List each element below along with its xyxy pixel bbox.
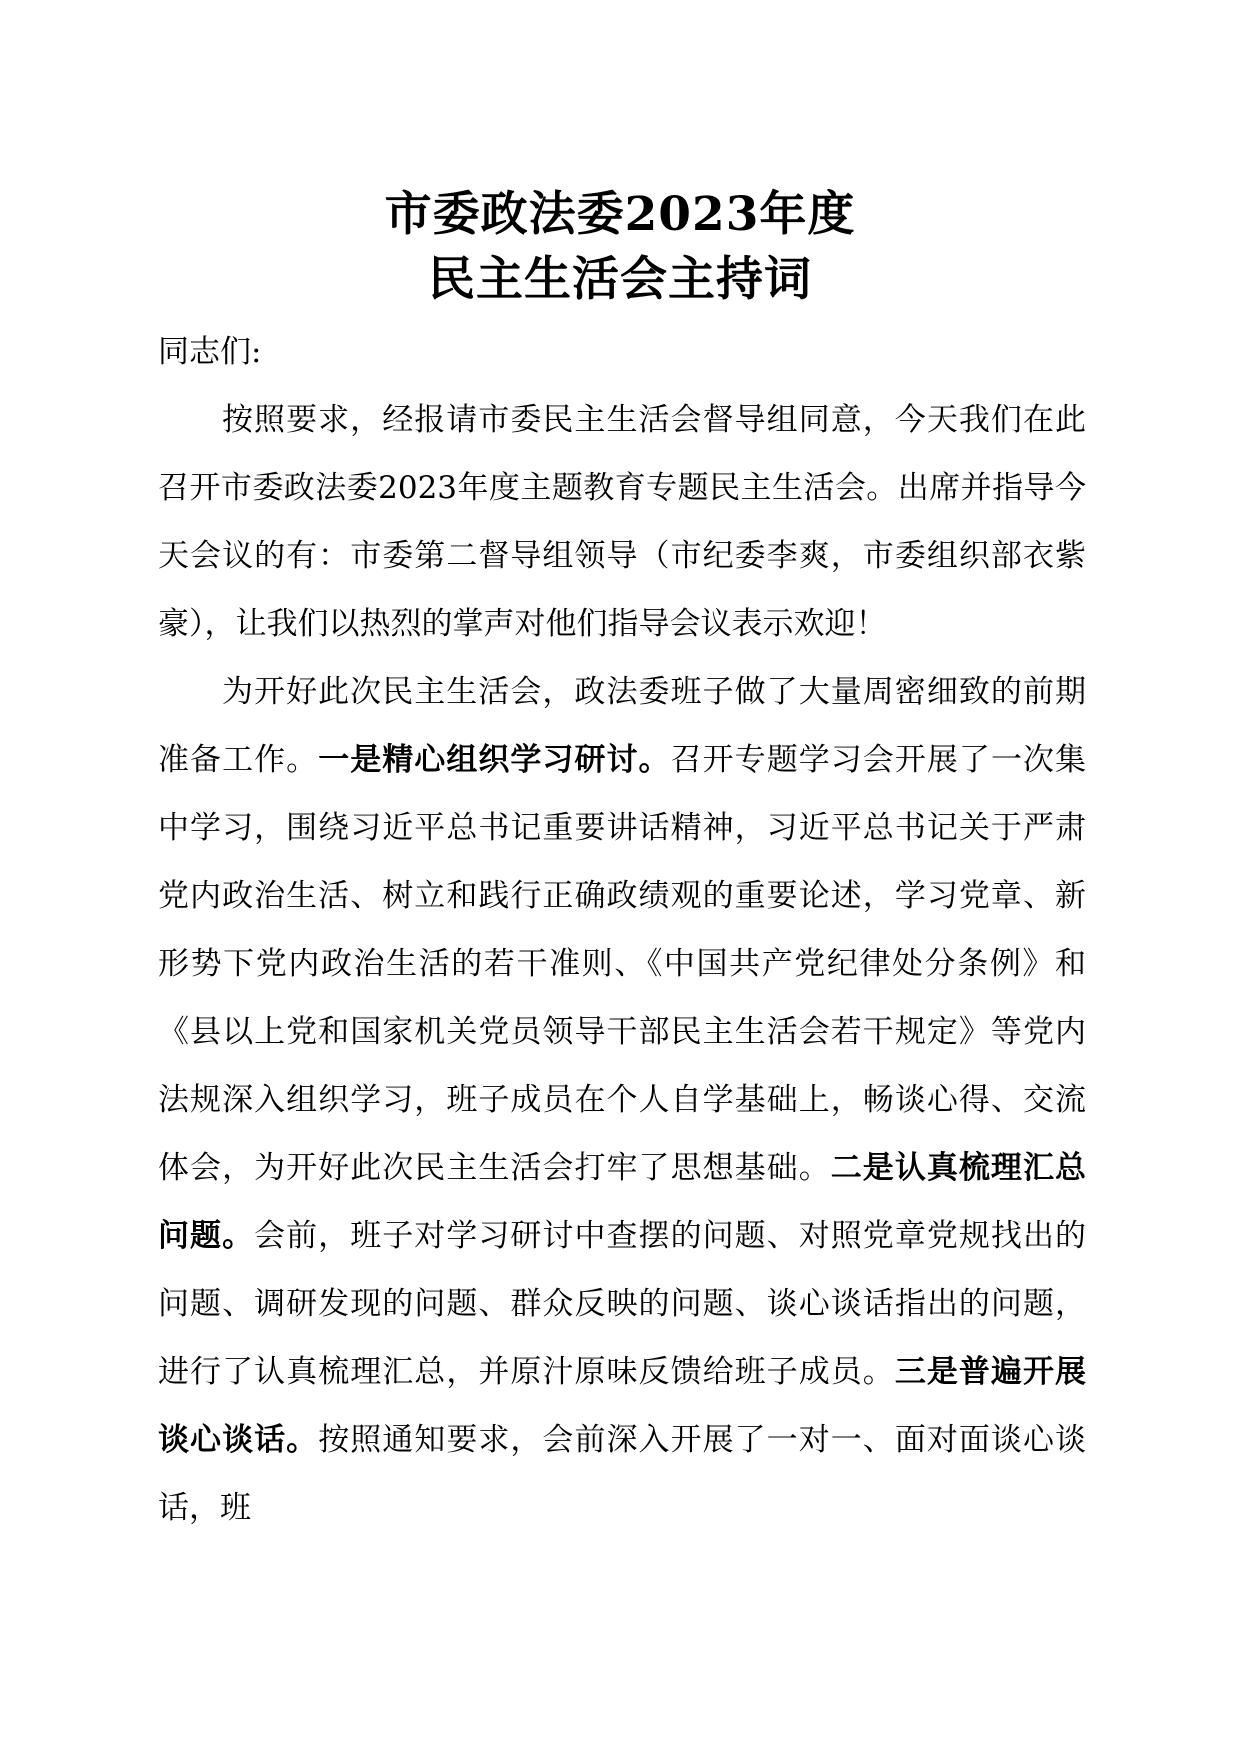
point-1-text: 召开专题学习会开展了一次集中学习，围绕习近平总书记重要讲话精神，习近平总书记关于严肃党内政治生活、树立和践行正确政绩观的重要论述，学习党章、新形势下党内政治生活的若干准则、《中国共产党纪律处分条例》和《县以上党和国家机关党员领导干部民主生活会若干规定》等党内法规深入组织学习，班子成员在个人自学基础上，畅谈心得、交流体会，为开好此次民主生活会打牢了思想基础。 xyxy=(158,742,1087,1186)
paragraph-welcome: 按照要求，经报请市委民主生活会督导组同意，今天我们在此召开市委政法委2023年度主题教育专题民主生活会。出席并指导今天会议的有：市委第二督导组领导（市纪委李爽，市委组织部衣紫豪），让我们以热烈的掌声对他们指导会议表示欢迎！ xyxy=(158,402,1086,642)
point-1-heading: 一是精心组织学习研讨。 xyxy=(318,742,671,778)
point-2-text: 会前，班子对学习研讨中查摆的问题、对照党章党规找出的问题、调研发现的问题、群众反映的问题、谈心谈话指出的问题，进行了认真梳理汇总，并原汁原味反馈给班子成员。 xyxy=(158,1218,1086,1390)
paragraph-preparation xyxy=(158,658,1086,1542)
point-3-text: 按照通知要求，会前深入开展了一对一、面对面谈心谈话，班 xyxy=(158,1422,1087,1526)
salutation: 同志们: xyxy=(158,334,262,370)
preparation-intro: 为开好此次民主生活会，政法委班子做了大量周密细致的前期准备工作。 xyxy=(158,674,1086,778)
point-2-heading: 二是认真梳理汇总问题。 xyxy=(158,1150,1086,1254)
point-3-heading: 三是普遍开展谈心谈话。 xyxy=(158,1354,1087,1458)
document-body xyxy=(158,318,1086,1542)
document-title-line-1: 市委政法委2023年度 xyxy=(384,187,856,242)
document-title-line-2: 民主生活会主持词 xyxy=(428,252,812,307)
